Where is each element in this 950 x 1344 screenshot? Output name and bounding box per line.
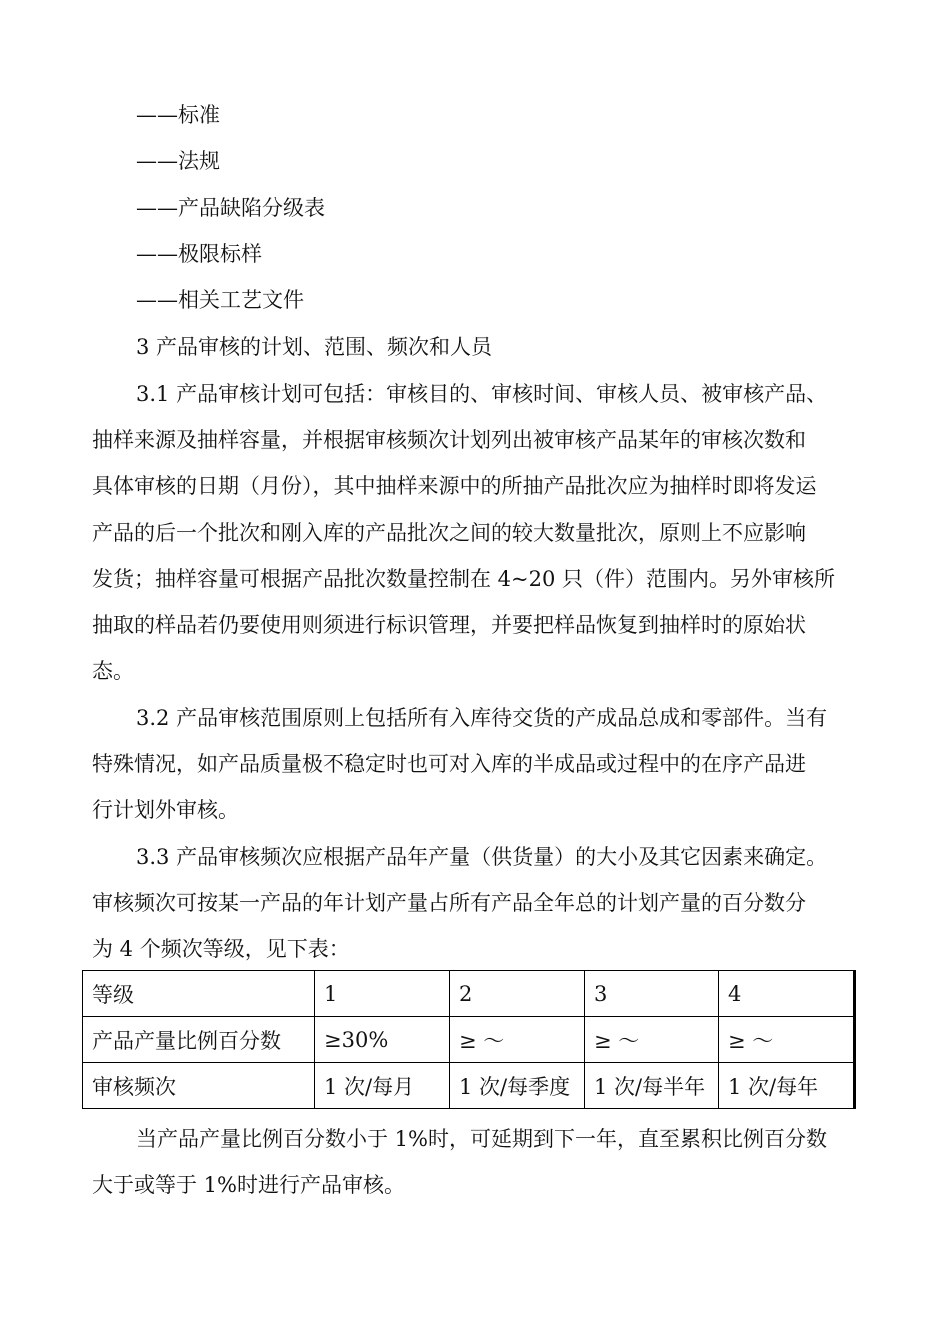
- para-after-table-line: 大于或等于 1%时进行产品审核。: [92, 1173, 405, 1197]
- para-3-1-line: 发货；抽样容量可根据产品批次数量控制在 4~20 只（件）范围内。另外审核所: [92, 567, 836, 591]
- table-cell: ≥ ～: [719, 1017, 855, 1063]
- para-3-1-line: 抽取的样品若仍要使用则须进行标识管理，并要把样品恢复到抽样时的原始状: [92, 613, 806, 637]
- table-cell: 审核频次: [83, 1063, 315, 1109]
- section-heading: 3 产品审核的计划、范围、频次和人员: [136, 335, 493, 359]
- table-cell: 产品产量比例百分数: [83, 1017, 315, 1063]
- para-3-1-line: 态。: [92, 659, 134, 683]
- table-cell: ≥ ～: [585, 1017, 719, 1063]
- para-3-2-line: 3.2 产品审核范围原则上包括所有入库待交货的产成品总成和零部件。当有: [136, 706, 828, 730]
- para-3-2-line: 特殊情况，如产品质量极不稳定时也可对入库的半成品或过程中的在序产品进: [92, 752, 806, 776]
- para-3-3-line: 3.3 产品审核频次应根据产品年产量（供货量）的大小及其它因素来确定。: [136, 845, 828, 869]
- table-row: [83, 1063, 855, 1109]
- para-3-3-line: 为 4 个频次等级，见下表：: [92, 937, 350, 961]
- para-3-2-line: 行计划外审核。: [92, 798, 239, 822]
- table-cell: 1 次/每月: [315, 1063, 450, 1109]
- table-cell: 1 次/每半年: [585, 1063, 719, 1109]
- para-3-3-line: 审核频次可按某一产品的年计划产量占所有产品全年总的计划产量的百分数分: [92, 891, 806, 915]
- para-after-table-line: 当产品产量比例百分数小于 1%时，可延期到下一年，直至累积比例百分数: [136, 1127, 827, 1151]
- table-row: [83, 971, 855, 1017]
- table-cell: ≥30%: [315, 1017, 450, 1063]
- table-cell: ≥ ～: [450, 1017, 585, 1063]
- table-cell: 等级: [83, 971, 315, 1017]
- list-item-limit-sample: ——极限标样: [136, 242, 262, 266]
- table-cell: 3: [585, 971, 719, 1017]
- table-cell: 1: [315, 971, 450, 1017]
- para-3-1-line: 产品的后一个批次和刚入库的产品批次之间的较大数量批次，原则上不应影响: [92, 521, 806, 545]
- list-item-standard: ——标准: [136, 103, 220, 127]
- table-cell: 1 次/每年: [719, 1063, 855, 1109]
- table-cell: 2: [450, 971, 585, 1017]
- list-item-regulation: ——法规: [136, 149, 220, 173]
- table-cell: 1 次/每季度: [450, 1063, 585, 1109]
- list-item-process-docs: ——相关工艺文件: [136, 288, 304, 312]
- audit-frequency-table: [82, 970, 856, 1109]
- table-cell: 4: [719, 971, 855, 1017]
- table-row: [83, 1017, 855, 1063]
- para-3-1-line: 抽样来源及抽样容量，并根据审核频次计划列出被审核产品某年的审核次数和: [92, 428, 806, 452]
- para-3-1-line: 具体审核的日期（月份），其中抽样来源中的所抽产品批次应为抽样时即将发运: [92, 474, 817, 498]
- para-3-1-line: 3.1 产品审核计划可包括：审核目的、审核时间、审核人员、被审核产品、: [136, 382, 828, 406]
- list-item-defect-table: ——产品缺陷分级表: [136, 196, 325, 220]
